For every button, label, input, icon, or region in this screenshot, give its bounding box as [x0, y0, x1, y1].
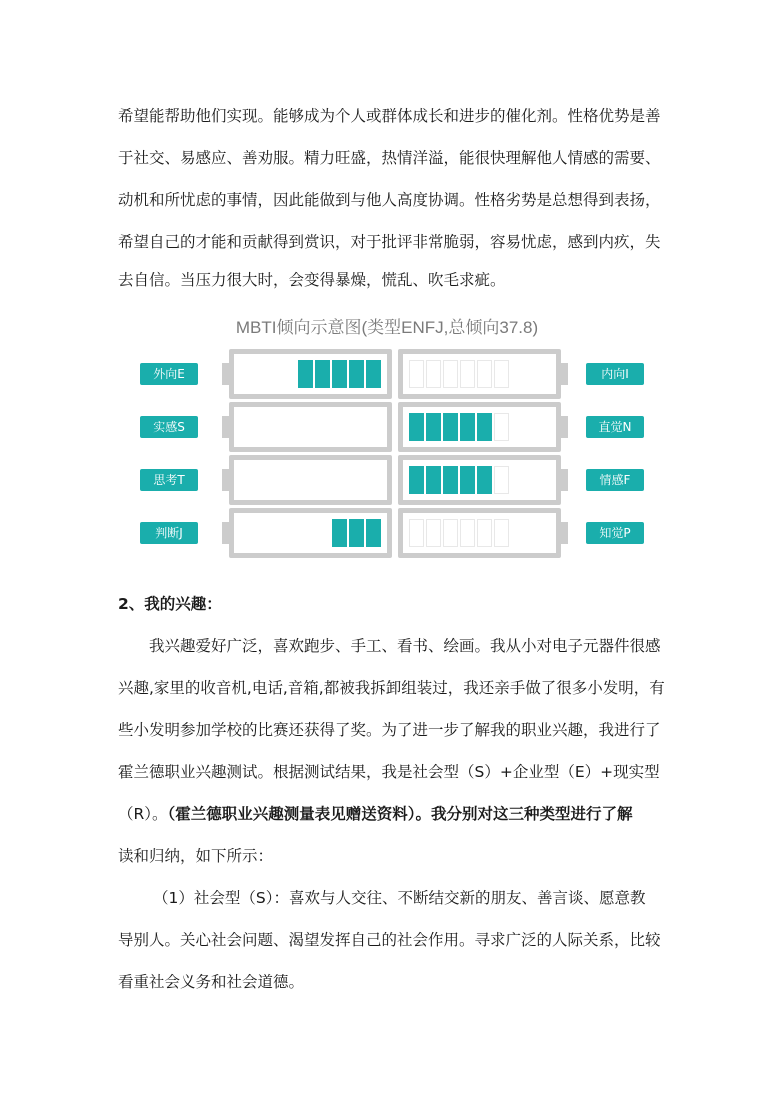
battery-nub	[561, 363, 568, 385]
battery-cell	[409, 466, 424, 494]
battery-cell	[298, 466, 313, 494]
list-item-text: （1）社会型（S）：喜欢与人交往、不断结交新的朋友、善言谈、愿意教	[153, 889, 646, 907]
dimension-label-right: 内向I	[586, 363, 644, 385]
battery-cell	[366, 360, 381, 388]
battery-nub	[561, 522, 568, 544]
battery-cell	[409, 519, 424, 547]
battery-nub	[561, 416, 568, 438]
battery-cell	[460, 360, 475, 388]
battery-cell	[349, 413, 364, 441]
battery-cell	[281, 466, 296, 494]
dimension-label-left: 实感S	[140, 416, 198, 438]
battery-cell	[366, 466, 381, 494]
battery-cell	[477, 360, 492, 388]
text-line: 希望能帮助他们实现。能够成为个人或群体成长和进步的催化剂。性格优势是善	[118, 107, 661, 125]
battery-cell	[426, 519, 441, 547]
battery-cell	[332, 413, 347, 441]
text-line: 读和归纳，如下所示：	[118, 847, 274, 865]
battery-nub	[222, 416, 229, 438]
battery-right	[398, 455, 561, 505]
battery-cell	[443, 466, 458, 494]
text-line-mixed	[118, 804, 633, 824]
battery-cell	[443, 360, 458, 388]
battery-cell	[443, 519, 458, 547]
battery-cell	[494, 466, 509, 494]
text-line: 些小发明参加学校的比赛还获得了奖。为了进一步了解我的职业兴趣，我进行了	[118, 721, 661, 739]
battery-nub	[222, 522, 229, 544]
text-span: （R）。	[118, 805, 168, 823]
battery-cell	[460, 466, 475, 494]
text-line: 霍兰德职业兴趣测试。根据测试结果，我是社会型（S）+企业型（E）+现实型	[118, 763, 660, 781]
dimension-label-right: 知觉P	[586, 522, 644, 544]
text-line: 我兴趣爱好广泛，喜欢跑步、手工、看书、绘画。我从小对电子元器件很感	[149, 637, 661, 655]
battery-cell	[349, 466, 364, 494]
battery-cell	[426, 360, 441, 388]
battery-nub	[222, 469, 229, 491]
battery-left	[229, 508, 392, 558]
battery-cell	[366, 413, 381, 441]
battery-cell	[426, 466, 441, 494]
battery-cell	[409, 360, 424, 388]
battery-cell	[460, 413, 475, 441]
battery-cell	[494, 519, 509, 547]
text-span: 。我分别对这三种类型进行了解	[415, 805, 633, 823]
battery-right	[398, 349, 561, 399]
battery-right	[398, 402, 561, 452]
battery-cell	[349, 360, 364, 388]
dimension-label-left: 外向E	[140, 363, 198, 385]
text-line: 于社交、易感应、善劝服。精力旺盛，热情洋溢，能很快理解他人情感的需要、	[118, 149, 661, 167]
battery-left	[229, 349, 392, 399]
chart-title: MBTI倾向示意图(类型ENFJ,总倾向37.8)	[235, 318, 539, 337]
battery-left	[229, 455, 392, 505]
battery-cell	[315, 519, 330, 547]
list-item-text: 导别人。关心社会问题、渴望发挥自己的社会作用。寻求广泛的人际关系，比较	[118, 931, 661, 949]
battery-left	[229, 402, 392, 452]
text-line: 动机和所忧虑的事情，因此能做到与他人高度协调。性格劣势是总想得到表扬，	[118, 191, 661, 209]
battery-cell	[332, 519, 347, 547]
battery-cell	[477, 466, 492, 494]
battery-cell	[443, 413, 458, 441]
battery-cell	[281, 360, 296, 388]
dimension-label-left: 思考T	[140, 469, 198, 491]
battery-cell	[281, 413, 296, 441]
bold-note: （霍兰德职业兴趣测量表见赠送资料）	[167, 805, 416, 823]
section-heading: 2、我的兴趣：	[118, 595, 222, 613]
battery-cell	[332, 360, 347, 388]
battery-cell	[349, 519, 364, 547]
battery-cell	[366, 519, 381, 547]
battery-cell	[315, 413, 330, 441]
battery-cell	[298, 413, 313, 441]
battery-cell	[494, 360, 509, 388]
text-line: 去自信。当压力很大时，会变得暴燥，慌乱、吹毛求疵。	[118, 271, 506, 289]
text-line: 希望自己的才能和贡献得到赏识，对于批评非常脆弱，容易忧虑，感到内疚，失	[118, 233, 661, 251]
battery-cell	[426, 413, 441, 441]
dimension-label-right: 直觉N	[586, 416, 644, 438]
battery-nub	[222, 363, 229, 385]
battery-cell	[315, 466, 330, 494]
battery-cell	[298, 519, 313, 547]
battery-cell	[315, 360, 330, 388]
list-item-text: 看重社会义务和社会道德。	[118, 973, 305, 991]
battery-cell	[298, 360, 313, 388]
battery-cell	[460, 519, 475, 547]
battery-nub	[561, 469, 568, 491]
battery-cell	[409, 413, 424, 441]
battery-cell	[281, 519, 296, 547]
text-line: 兴趣,家里的收音机,电话,音箱,都被我拆卸组装过，我还亲手做了很多小发明，有	[118, 679, 665, 697]
dimension-label-left: 判断J	[140, 522, 198, 544]
battery-cell	[332, 466, 347, 494]
battery-cell	[477, 519, 492, 547]
dimension-label-right: 情感F	[586, 469, 644, 491]
battery-right	[398, 508, 561, 558]
battery-cell	[494, 413, 509, 441]
battery-cell	[477, 413, 492, 441]
